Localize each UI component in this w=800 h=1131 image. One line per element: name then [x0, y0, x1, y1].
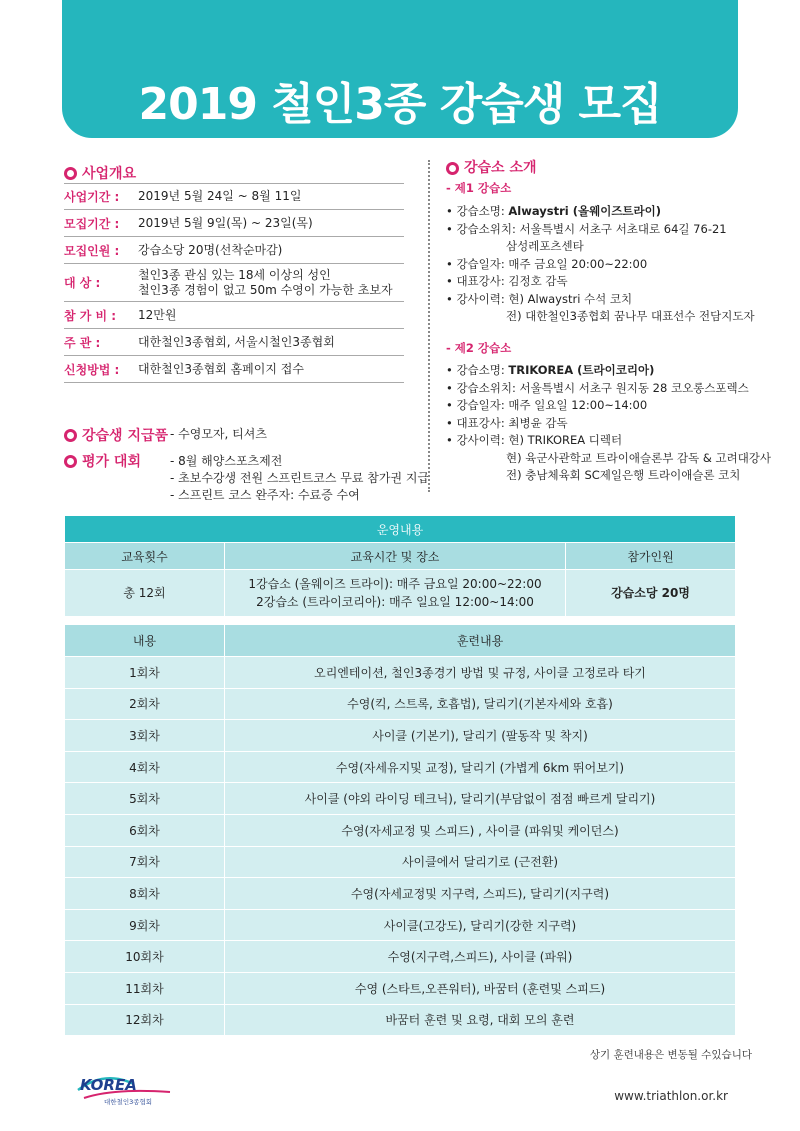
operation-people: 강습소당 20명 [566, 570, 736, 617]
session-content: 수영(자세교정및 지구력, 스피드), 달리기(지구력) [225, 878, 736, 910]
session-number: 6회차 [65, 814, 225, 846]
overview-value [132, 302, 404, 328]
centers-heading: 강습소 소개 [446, 160, 766, 178]
overview-value [132, 184, 404, 209]
session-content: 사이클 (야외 라이딩 테크닉), 달리기(부담없이 점점 빠르게 달리기) [225, 783, 736, 815]
operation-table [64, 515, 736, 617]
logo-subtext: 대한철인3종협회 [104, 1098, 153, 1106]
overview-value-line: 철인3종 경험이 없고 50m 수영이 가능한 초보자 [138, 282, 393, 297]
table-row [65, 909, 736, 941]
center2-career: • 강사이력: 현) TRIKOREA 디렉터 [446, 433, 623, 447]
title-banner [62, 0, 738, 138]
overview-label: 모집기간 : [64, 216, 120, 231]
table-row [65, 878, 736, 910]
operation-time: 1강습소 (올웨이즈 트라이): 매주 금요일 20:00~22:00 2강습소 (트라이코리아): 매주 일요일 12:00~14:00 [225, 570, 566, 617]
overview-value-line: 대한철인3종협회 홈페이지 접수 [138, 361, 304, 376]
center1-location: • 강습소위치: 서울특별시 서초구 서초대로 64길 76-21 [446, 221, 727, 236]
overview-label: 대 상 : [64, 276, 101, 290]
table-row [65, 657, 736, 689]
overview-label: 모집인원 : [64, 243, 120, 258]
overview-row [64, 356, 404, 383]
overview-value-line: 철인3종 관심 있는 18세 이상의 성인 [138, 267, 331, 282]
operation-header: 교육횟수 [65, 543, 225, 570]
overview-value [132, 356, 404, 382]
overview-value [132, 264, 404, 301]
table-row [65, 720, 736, 752]
training-header: 훈련내용 [225, 625, 736, 657]
training-header: 내용 [65, 625, 225, 657]
operation-header: 참가인원 [566, 543, 736, 570]
session-number: 7회차 [65, 846, 225, 878]
center1-date: • 강습일자: 매주 금요일 20:00~22:00 [446, 256, 648, 271]
evaluation-list [170, 453, 429, 504]
session-content: 사이클(고강도), 달리기(강한 지구력) [225, 909, 736, 941]
session-number: 5회차 [65, 783, 225, 815]
supplies-heading: 강습생 지급품 [64, 425, 168, 445]
table-row [65, 688, 736, 720]
session-content: 수영(자세유지및 교정), 달리기 (가볍게 6km 뛰어보기) [225, 751, 736, 783]
center1-career-2: 전) 대한철인3종협회 꿈나무 대표선수 전담지도자 [506, 309, 755, 323]
session-number: 4회차 [65, 751, 225, 783]
table-row [65, 972, 736, 1004]
circle-bullet-icon [64, 429, 77, 442]
table-row [65, 846, 736, 878]
session-content: 수영 (스타트,오픈워터), 바꿈터 (훈련및 스피드) [225, 972, 736, 1004]
table-row [65, 814, 736, 846]
center2-career-3: 전) 충남체육회 SC제일은행 트라이애슬론 코치 [506, 468, 741, 482]
overview-value-line: 2019년 5월 24일 ~ 8월 11일 [138, 189, 302, 203]
session-number: 1회차 [65, 657, 225, 689]
table-row [65, 751, 736, 783]
center1-career: • 강사이력: 현) Alwaystri 수석 코치 [446, 291, 633, 306]
overview-row [64, 183, 404, 210]
list-item: - 8월 해양스포츠제전 [170, 454, 283, 468]
operation-caption: 운영내용 [65, 516, 736, 543]
table-row [65, 1004, 736, 1036]
triathlon-korea-logo [74, 1068, 184, 1108]
session-content: 수영(지구력,스피드), 사이클 (파워) [225, 941, 736, 973]
operation-header: 교육시간 및 장소 [225, 543, 566, 570]
session-number: 2회차 [65, 688, 225, 720]
table-row [65, 941, 736, 973]
list-item: - 초보수강생 전원 스프린트코스 무료 참가권 지급 [170, 471, 430, 485]
session-content: 사이클에서 달리기로 (근전환) [225, 846, 736, 878]
center2-title: - 제2 강습소 [446, 340, 512, 355]
overview-label: 신청방법 : [64, 362, 120, 377]
training-table [64, 624, 736, 1036]
session-number: 10회차 [65, 941, 225, 973]
overview-row [64, 329, 404, 356]
website-url: www.triathlon.or.kr [614, 1089, 728, 1103]
session-content: 사이클 (기본기), 달리기 (팔동작 및 착지) [225, 720, 736, 752]
center1-coach: • 대표강사: 김정호 감독 [446, 274, 568, 288]
overview-row [64, 237, 404, 264]
center1-title: - 제1 강습소 [446, 180, 512, 195]
overview-row [64, 210, 404, 237]
center2-location: • 강습소위치: 서울특별시 서초구 원지동 28 코오롱스포렉스 [446, 380, 749, 395]
center2-date: • 강습일자: 매주 일요일 12:00~14:00 [446, 398, 648, 412]
supplies-value: - 수영모자, 티셔츠 [170, 427, 267, 441]
overview-value-line: 12만원 [138, 307, 177, 322]
overview-row [64, 302, 404, 329]
page-title: 2019 철인3종 강습생 모집 [138, 79, 662, 130]
center2-career-2: 현) 육군사관학교 트라이애슬론부 감독 & 고려대강사 [506, 450, 772, 465]
center1-name: • 강습소명: Alwaystri (올웨이즈트라이) [446, 204, 662, 218]
circle-bullet-icon [64, 167, 77, 180]
overview-value [132, 329, 404, 355]
overview-row [64, 264, 404, 302]
logo-text: KOREA [80, 1076, 137, 1094]
evaluation-heading: 평가 대회 [64, 451, 141, 471]
overview-label: 주 관 : [64, 335, 101, 350]
session-content: 바꿈터 훈련 및 요령, 대회 모의 훈련 [225, 1004, 736, 1036]
circle-bullet-icon [446, 162, 459, 175]
center2-coach: • 대표강사: 최병윤 감독 [446, 415, 568, 430]
center2-name: • 강습소명: TRIKOREA (트라이코리아) [446, 363, 655, 377]
session-number: 3회차 [65, 720, 225, 752]
overview-value-line: 대한철인3종협회, 서울시철인3종협회 [138, 334, 335, 349]
table-row [65, 783, 736, 815]
session-content: 수영(자세교정 및 스피드) , 사이클 (파워및 케이던스) [225, 814, 736, 846]
overview-value-line: 강습소당 20명(선착순마감) [138, 242, 283, 257]
operation-count: 총 12회 [65, 570, 225, 617]
overview-label: 참 가 비 : [64, 308, 117, 323]
session-number: 12회차 [65, 1004, 225, 1036]
dotted-divider [428, 160, 430, 492]
overview-table [64, 183, 404, 383]
session-content: 수영(킥, 스트록, 호흡법), 달리기(기본자세와 호흡) [225, 688, 736, 720]
session-number: 11회차 [65, 972, 225, 1004]
overview-heading: 사업개요 [64, 163, 136, 183]
change-note: 상기 훈련내용은 변동될 수있습니다 [589, 1049, 752, 1061]
circle-bullet-icon [64, 455, 77, 468]
overview-value [132, 237, 404, 263]
session-content: 오리엔테이션, 철인3종경기 방법 및 규정, 사이클 고정로라 타기 [225, 657, 736, 689]
overview-value [132, 210, 404, 236]
overview-value-line: 2019년 5월 9일(목) ~ 23일(목) [138, 215, 313, 230]
center1-location-2: 삼성레포츠센타 [506, 239, 584, 253]
list-item: - 스프린트 코스 완주자: 수료증 수여 [170, 488, 360, 502]
session-number: 9회차 [65, 909, 225, 941]
overview-label: 사업기간 : [64, 190, 120, 204]
centers-section [446, 160, 772, 485]
session-number: 8회차 [65, 878, 225, 910]
